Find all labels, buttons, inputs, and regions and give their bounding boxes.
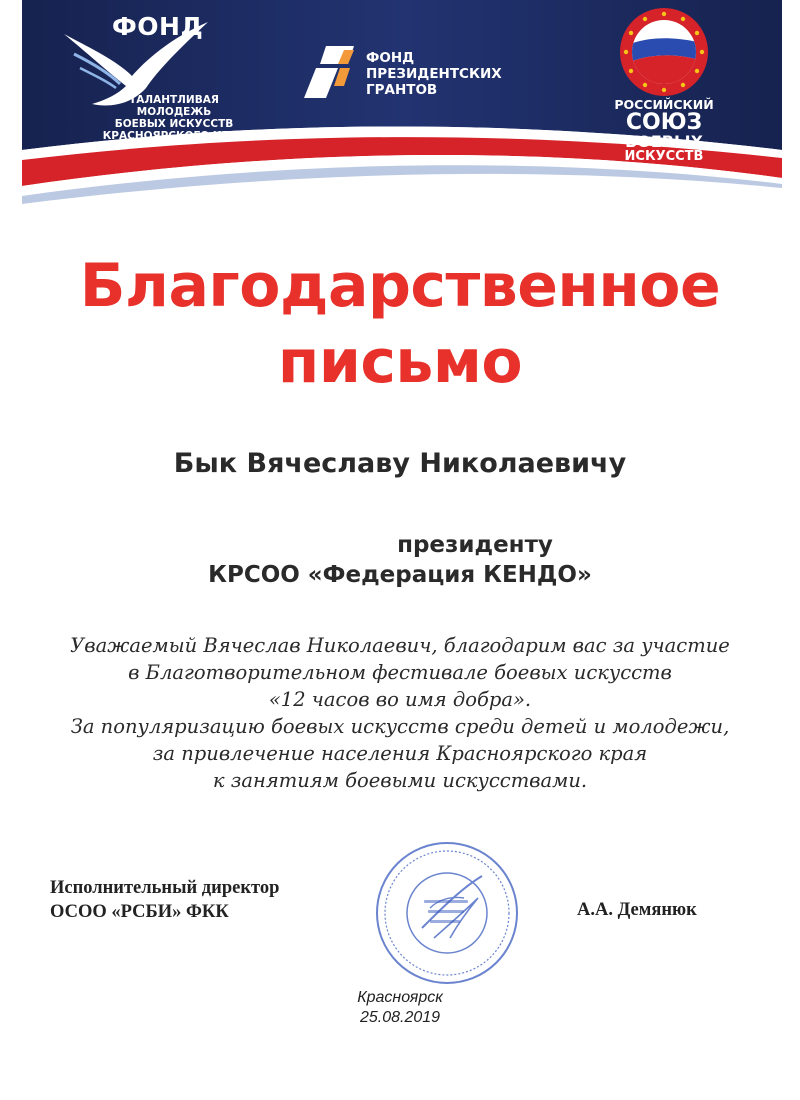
grants-text [366, 50, 526, 98]
rsbi-text [594, 98, 734, 164]
position-line: президенту [397, 532, 553, 558]
talented-youth-fund-logo [60, 8, 250, 142]
title-line: Благодарственное [79, 251, 721, 321]
body-line: к занятиям боевыми искусствами. [212, 769, 588, 792]
presidential-grants-logo [304, 42, 524, 112]
organization-line: КРСОО «Федерация КЕНДО» [208, 562, 592, 588]
recipient-name: Бык Вячеславу Николаевичу [173, 448, 627, 479]
rsbi-line: СОЮЗ [625, 110, 703, 135]
flag-circle-emblem-icon [616, 6, 712, 98]
fund-subtitle-line: КРАСНОЯРСКОГО КРАЯ [102, 130, 246, 142]
grants-line: ПРЕЗИДЕНТСКИХ [366, 66, 502, 82]
round-seal-stamp-icon [372, 838, 522, 988]
place-and-date [0, 988, 800, 1028]
body-line: «12 часов во имя добра». [268, 688, 532, 711]
grants-line: ФОНД [366, 50, 415, 66]
header-banner [22, 0, 782, 210]
date: 25.08.2019 [359, 1009, 441, 1026]
fund-subtitle-line: БОЕВЫХ ИСКУССТВ [114, 118, 234, 130]
body-line: за привлечение населения Красноярского края [152, 742, 648, 765]
russian-martial-arts-union-logo [594, 6, 734, 166]
body-line: За популяризацию боевых искусств среди детей и молодежи, [70, 715, 730, 738]
fund-subtitle-line: МОЛОДЕЖЬ [136, 106, 212, 118]
grants-line: ГРАНТОВ [366, 82, 438, 98]
body-line: Уважаемый Вячеслав Николаевич, благодарим вас за участие [70, 634, 730, 657]
city: Красноярск [357, 989, 443, 1006]
title-line: письмо [277, 327, 523, 397]
signatory-title [50, 876, 279, 924]
fund-subtitle [94, 94, 254, 142]
rsbi-line: РОССИЙСКИЙ [614, 97, 714, 112]
letter-body [0, 632, 800, 794]
fund-subtitle-line: ТАЛАНТЛИВАЯ [129, 94, 219, 106]
signatory-title-line: Исполнительный директор [50, 878, 280, 898]
grants-emblem-icon [304, 42, 364, 102]
letter-title [0, 248, 800, 400]
rsbi-line: БОЕВЫХ [625, 132, 703, 151]
signatory-name: А.А. Демянюк [577, 900, 697, 920]
rsbi-line: ИСКУССТВ [624, 149, 704, 164]
recipient-position [0, 530, 800, 590]
body-line: в Благотворительном фестивале боевых искусств [128, 661, 672, 684]
signatory-title-line: ОСОО «РСБИ» ФКК [50, 902, 229, 922]
fund-title: ФОНД [112, 12, 204, 41]
